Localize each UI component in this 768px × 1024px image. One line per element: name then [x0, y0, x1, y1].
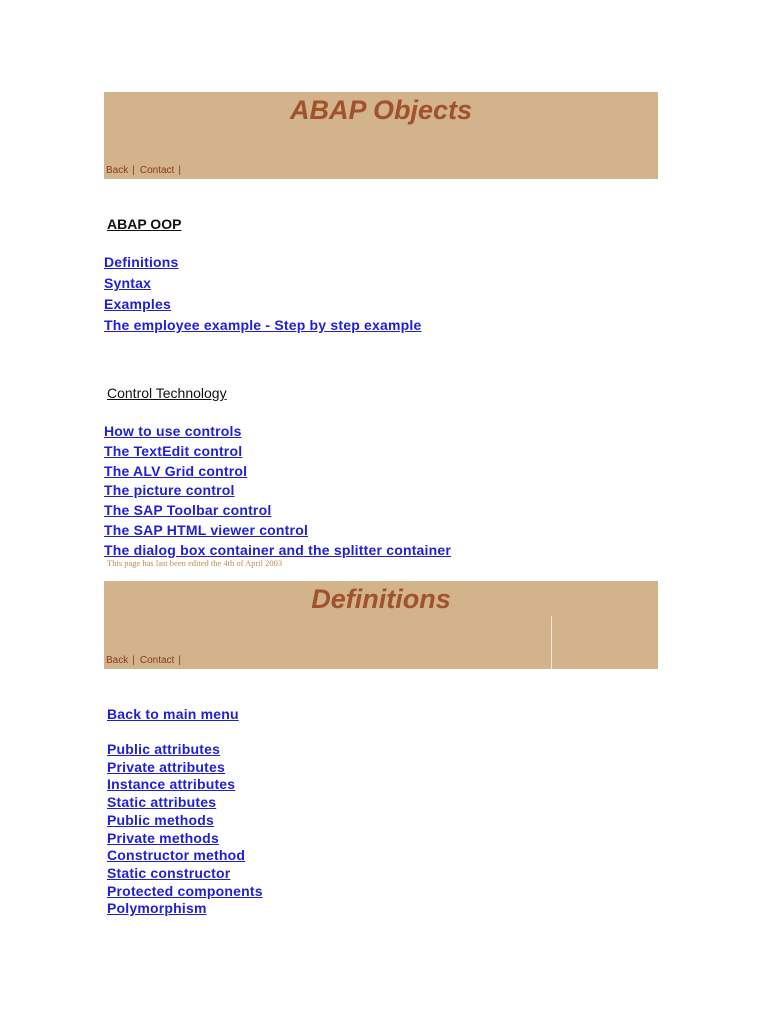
back-link[interactable]: Back: [106, 655, 129, 666]
list-item: [107, 847, 263, 865]
list-item: [107, 741, 263, 759]
list-item: [104, 252, 422, 273]
link-static-constructor[interactable]: Static constructor: [107, 864, 231, 881]
list-item: [107, 776, 263, 794]
link-alv-grid-control[interactable]: The ALV Grid control: [104, 462, 248, 479]
link-how-to-use-controls[interactable]: How to use controls: [104, 423, 242, 439]
list-item: [104, 501, 451, 521]
definitions-banner: [104, 581, 658, 669]
list-item: [107, 812, 263, 830]
section-heading-abap-oop: ABAP OOP: [107, 216, 182, 232]
link-syntax[interactable]: Syntax: [104, 275, 152, 291]
list-item: [104, 462, 451, 482]
list-item: [107, 794, 263, 812]
back-to-main-menu-link[interactable]: Back to main menu: [107, 706, 239, 722]
list-item: [104, 521, 451, 541]
last-edited-note: This page has last been edited the 4th of April 2003: [107, 558, 283, 568]
list-item: [107, 865, 263, 883]
link-public-attributes[interactable]: Public attributes: [107, 741, 221, 757]
link-employee-example[interactable]: The employee example - Step by step example: [104, 317, 422, 333]
link-sap-toolbar-control[interactable]: The SAP Toolbar control: [104, 502, 272, 519]
link-protected-components[interactable]: Protected components: [107, 882, 263, 899]
link-sap-html-viewer-control[interactable]: The SAP HTML viewer control: [104, 521, 309, 538]
list-item: [107, 830, 263, 848]
list-item: [107, 705, 239, 724]
banner-divider: [551, 616, 552, 669]
link-textedit-control[interactable]: The TextEdit control: [104, 442, 243, 459]
abap-oop-link-list: [104, 252, 422, 336]
contact-link[interactable]: Contact: [139, 655, 175, 666]
banner-nav: Back | Contact |: [106, 165, 181, 176]
list-item: [107, 883, 263, 901]
link-private-attributes[interactable]: Private attributes: [107, 758, 225, 775]
link-dialog-box-splitter-container[interactable]: The dialog box container and the splitter container: [104, 541, 452, 558]
list-item: [107, 759, 263, 777]
definitions-link-list: [107, 741, 263, 918]
link-instance-attributes[interactable]: Instance attributes: [107, 776, 236, 793]
definitions-title: Definitions: [311, 584, 451, 614]
control-technology-link-list: [104, 422, 451, 561]
page-title: ABAP Objects: [289, 95, 473, 125]
link-picture-control[interactable]: The picture control: [104, 482, 235, 499]
link-polymorphism[interactable]: Polymorphism: [107, 900, 207, 917]
list-item: [104, 442, 451, 462]
list-item: [104, 422, 451, 442]
header-banner: [104, 92, 658, 179]
list-item: [104, 273, 422, 294]
link-private-methods[interactable]: Private methods: [107, 829, 219, 846]
link-public-methods[interactable]: Public methods: [107, 811, 215, 828]
back-link[interactable]: Back: [106, 165, 129, 176]
back-to-main-menu-list: [107, 705, 239, 724]
list-item: [107, 900, 263, 918]
link-definitions[interactable]: Definitions: [104, 254, 179, 270]
link-static-attributes[interactable]: Static attributes: [107, 794, 217, 811]
list-item: [104, 315, 422, 336]
link-examples[interactable]: Examples: [104, 296, 171, 312]
contact-link[interactable]: Contact: [139, 165, 175, 176]
banner-nav: Back | Contact |: [106, 655, 181, 666]
link-constructor-method[interactable]: Constructor method: [107, 847, 246, 864]
list-item: [104, 481, 451, 501]
list-item: [104, 294, 422, 315]
section-heading-control-technology: Control Technology: [107, 385, 227, 401]
